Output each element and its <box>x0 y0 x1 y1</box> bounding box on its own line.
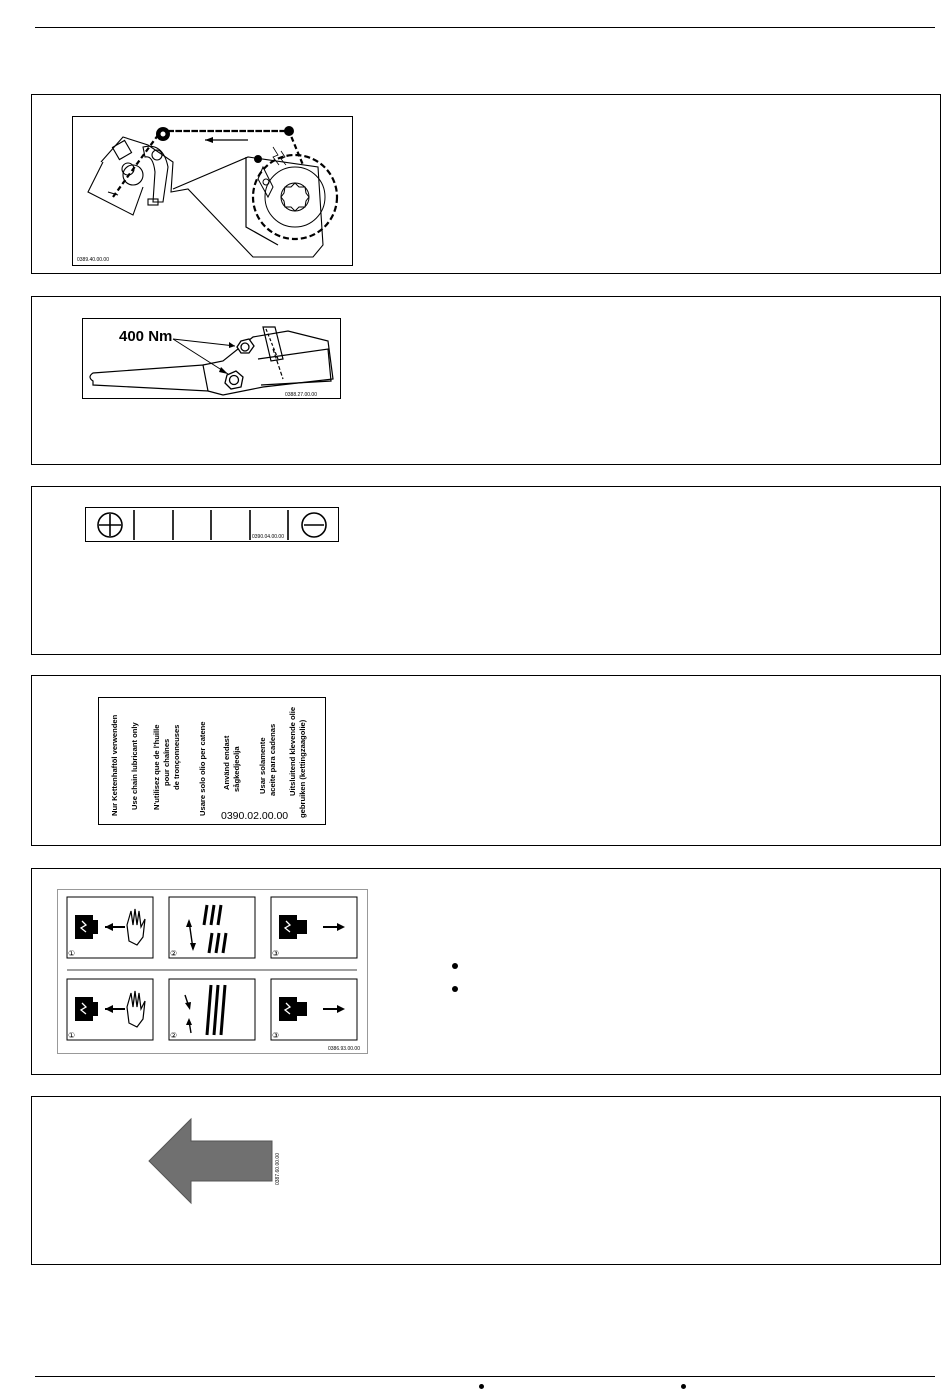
panel-torque <box>31 296 941 465</box>
oil-text-line: pour chaînes <box>162 738 171 786</box>
steps-figure <box>57 889 368 1054</box>
chain-path-figure <box>72 116 353 266</box>
panel-arrow <box>31 1096 941 1265</box>
oil-text-line: Usar solamente <box>258 737 267 794</box>
oil-text-line: Use chain lubricant only <box>130 722 139 810</box>
oil-text-line: Usare solo olio per catene <box>198 721 207 816</box>
oil-text-line: de tronçonneuses <box>172 724 181 790</box>
step-unplug-1 <box>67 979 153 1040</box>
step-number: ③ <box>272 949 280 958</box>
oil-text-line: gebruiken (kettingzaagolie) <box>298 719 307 818</box>
step-plug-3 <box>271 979 357 1040</box>
left-arrow-icon <box>149 1119 272 1203</box>
figure-code: 0390.04.00.00 <box>252 534 284 540</box>
torque-figure <box>82 318 341 399</box>
panel-battery <box>31 486 941 655</box>
bullet-list <box>452 963 458 1009</box>
panel-oil-label <box>31 675 941 846</box>
pulley-right <box>284 126 294 136</box>
oil-label-figure <box>98 697 326 825</box>
minus-icon <box>302 513 326 537</box>
step-adjust-2 <box>169 897 255 958</box>
figure-code: 0388.27.00.00 <box>285 392 317 398</box>
panel-chain-path <box>31 94 941 274</box>
step-number: ② <box>170 949 178 958</box>
plus-icon <box>98 513 122 537</box>
footer-dot <box>479 1384 484 1389</box>
oil-text-line: aceite para cadenas <box>268 723 277 796</box>
figure-code: 0387.60.00.00 <box>275 1153 281 1185</box>
footer-rule <box>35 1376 935 1377</box>
step-number: ① <box>68 949 76 958</box>
oil-text-line: Nur Kettenhaftöl verwenden <box>110 714 119 816</box>
figure-code: 0389.40.00.00 <box>77 257 109 263</box>
footer-dot <box>681 1384 686 1389</box>
step-row-top <box>67 897 357 958</box>
header-rule <box>35 27 935 28</box>
step-row-bottom <box>67 979 357 1040</box>
step-plug-3 <box>271 897 357 958</box>
figure-code: 0386.93.00.00 <box>328 1046 360 1052</box>
oil-text-line: Använd endast <box>222 735 231 790</box>
step-number: ③ <box>272 1031 280 1040</box>
oil-label-text <box>110 707 307 818</box>
step-adjust-2 <box>169 979 255 1040</box>
bullet-point <box>452 963 458 969</box>
step-unplug-1 <box>67 897 153 958</box>
battery-figure <box>85 507 339 542</box>
bullet-point <box>452 986 458 992</box>
oil-text-line: sågkedjeolja <box>232 746 241 792</box>
step-number: ① <box>68 1031 76 1040</box>
oil-text-line: Uitsluitend klevende olie <box>288 706 297 796</box>
direction-arrow-figure <box>142 1115 282 1205</box>
panel-steps <box>31 868 941 1075</box>
step-number: ② <box>170 1031 178 1040</box>
pulley-mid <box>254 155 262 163</box>
bolt-upper <box>237 339 254 353</box>
oil-text-line: N'utilisez que de l'huille <box>152 724 161 810</box>
torque-label: 400 Nm <box>119 328 173 345</box>
figure-code: 0390.02.00.00 <box>221 810 289 822</box>
